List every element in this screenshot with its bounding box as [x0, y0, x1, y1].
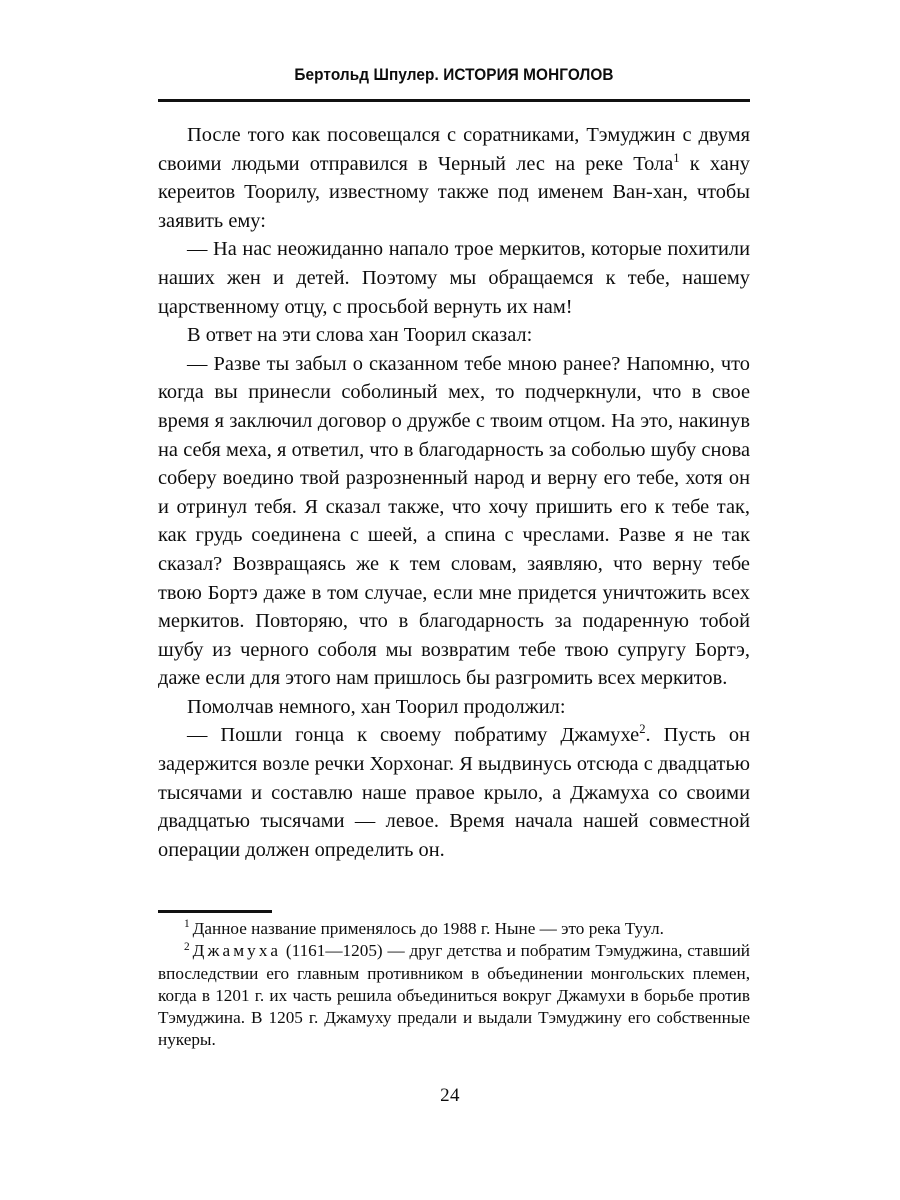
- footnote-section: [158, 918, 750, 1052]
- paragraph-5: Помолчав немного, хан Тоорил продолжил:: [187, 695, 566, 718]
- footnote-item-2: [158, 940, 750, 1051]
- paragraph-3: В ответ на эти слова хан Тоорил сказал:: [187, 324, 533, 347]
- paragraph-1: [158, 121, 750, 235]
- footnote-number-2[interactable]: 2: [184, 940, 190, 953]
- footnote-number-1[interactable]: 1: [184, 918, 190, 931]
- paragraph-1-text-before-ref: После того как посовещался с соратниками, Тэмуджин с двумя своими людьми отправился в Черный лес на реке Тола: [158, 124, 750, 175]
- paragraph-4: — Разве ты забыл о сказанном тебе мною ранее? Напомню, что когда вы принесли соболиный мех, то подчеркнули, что в свое время я заключил договор о дружбе с твоим отцом. На это, накинув на себя меха, я ответил, что в благодарность за соболью шубу снова соберу воедино твой разрозненный народ и верну его тебе, хотя он и отринул тебя. Я сказал также, что хочу пришить его к тебе так, как грудь соединена с шеей, а спина с чреслами. Разве я не так сказал? Возвращаясь же к тем словам, заявляю, что верну тебе твою Бортэ даже в том случае, если мне придется уничтожить всех меркитов. Повторяю, что в благодарность за подаренную тобой шубу из черного соболя мы возвратим тебе твою супругу Бортэ, даже если для этого нам пришлось бы разгромить всех меркитов.: [158, 352, 750, 690]
- body-text-column: [158, 121, 750, 864]
- paragraph-6-text-after-ref: . Пусть он задержится возле речки Хорхонаг. Я выдвинусь отсюда с двадцатью тысячами и составлю наше правое крыло, а Джамуха со своими двадцатью тысячами — левое. Время начала нашей совместной операции должен определить он.: [158, 724, 750, 861]
- paragraph-1-text-after-ref: к хану кереитов Тоорилу, известному также под именем Ван-хан, чтобы заявить ему:: [158, 152, 750, 232]
- paragraph-6: [158, 721, 750, 864]
- header-rule: [158, 99, 750, 102]
- footnote-ref-2[interactable]: 2: [639, 722, 646, 737]
- page-number: 24: [440, 1085, 460, 1106]
- footnote-ref-1[interactable]: 1: [673, 150, 680, 165]
- running-head: Бертольд Шпулер. ИСТОРИЯ МОНГОЛОВ: [294, 66, 614, 84]
- footnote-2-text: (1161—1205) — друг детства и побратим Тэмуджина, ставший впоследствии его главным противником в объединении монгольских племен, когда в 1201 г. их часть решила объединиться вокруг Джамухи в борьбе против Тэмуджина. В 1205 г. Джамуху предали и выдали Тэмуджину его собственные нукеры.: [158, 941, 750, 1050]
- paragraph-2: — На нас неожиданно напало трое меркитов, которые похитили наших жен и детей. Поэтому мы обращаемся к тебе, нашему царственному отцу, с просьбой вернуть их нам!: [158, 238, 750, 318]
- footnote-2-lead-term: Джамуха: [192, 941, 282, 961]
- footnote-separator-rule: [158, 910, 272, 913]
- paragraph-6-text-before-ref: — Пошли гонца к своему побратиму Джамухе: [187, 724, 640, 747]
- footnote-1-text: Данное название применялось до 1988 г. Ныне — это река Туул.: [192, 919, 664, 938]
- footnote-item-1: [158, 918, 750, 940]
